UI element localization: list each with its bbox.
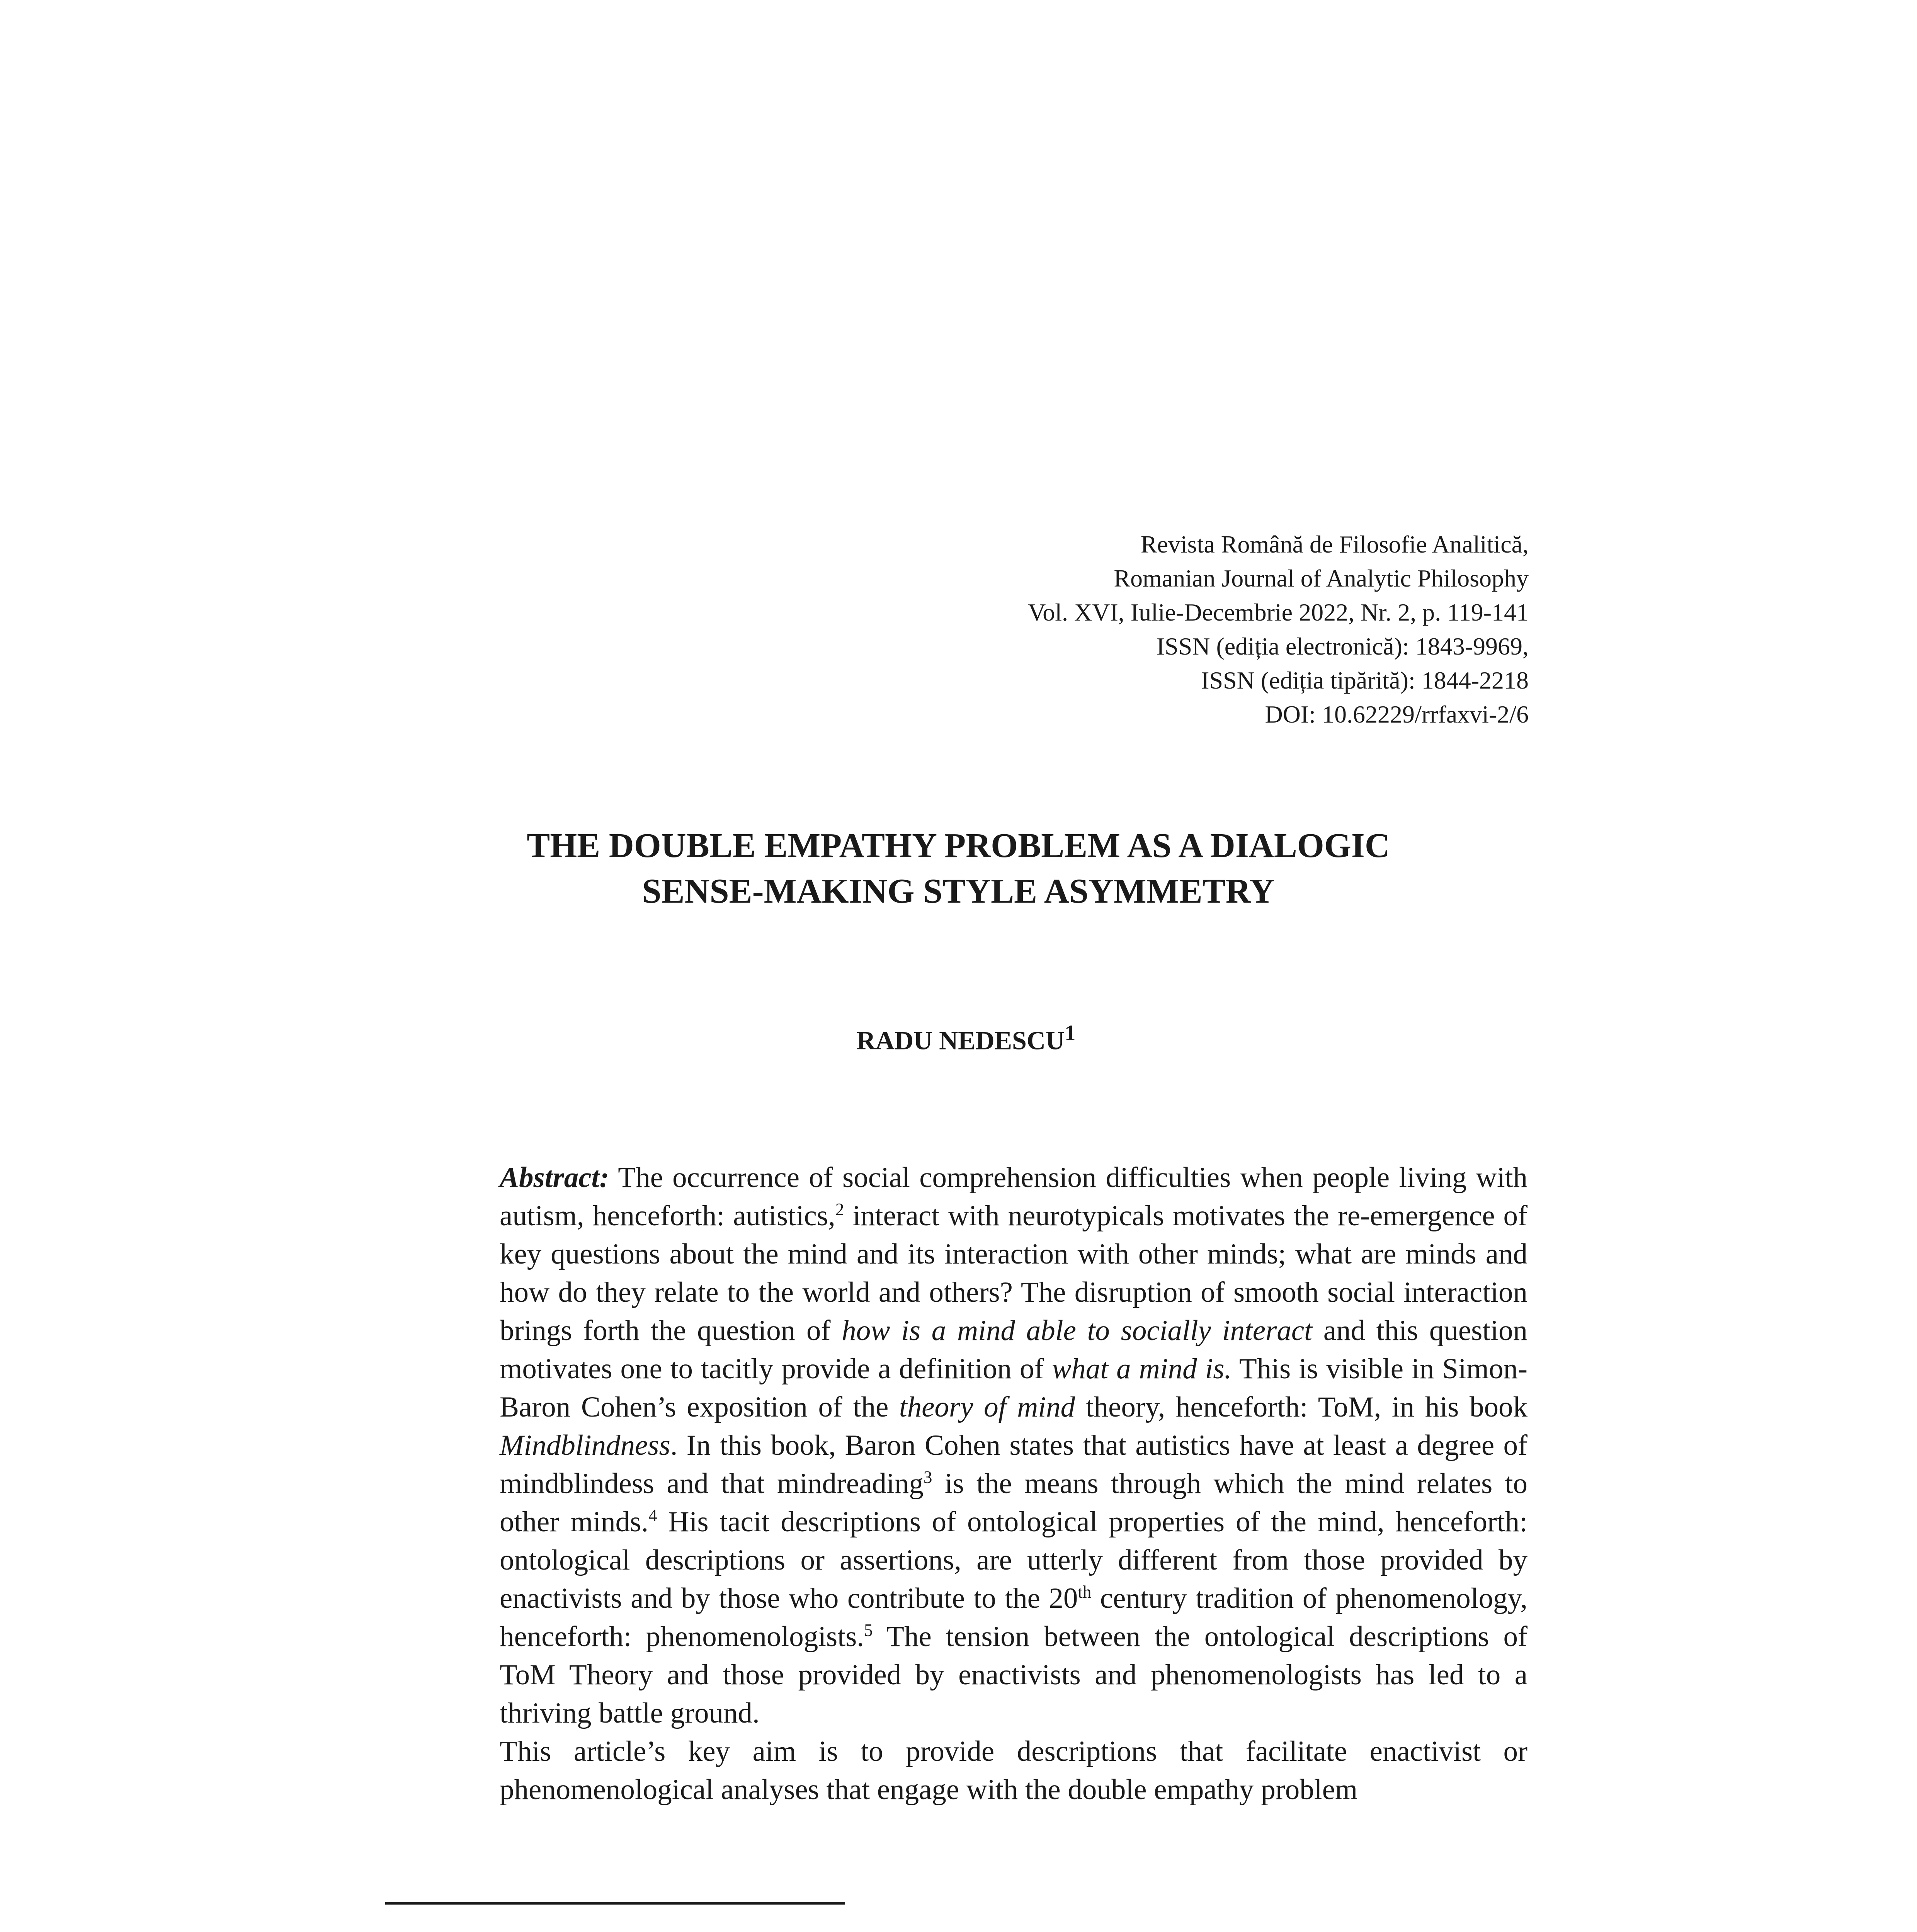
ordinal-suffix: th [1078, 1582, 1092, 1602]
abstract-label: Abstract: [500, 1162, 609, 1194]
footnote-separator [385, 1902, 845, 1905]
title-line-1: THE DOUBLE EMPATHY PROBLEM AS A DIALOGIC [527, 827, 1390, 865]
abstract-paragraph-1 [500, 1158, 1527, 1732]
abstract-italic: what a mind is. [1052, 1353, 1232, 1385]
abstract-italic-book-title: Mindblindness [500, 1429, 670, 1461]
author-name: RADU NEDESCU [856, 1026, 1065, 1055]
abstract-text: His tacit descriptions of ontological properties of the mind, henceforth: ontological descriptions or assertions, are utterly different from those provided by enactivists and by those who contribute to the 20 [500, 1506, 1527, 1614]
header-issn-electronic: ISSN (ediția electronică): 1843-9969, [1156, 633, 1529, 660]
header-doi: DOI: 10.62229/rrfaxvi-2/6 [1265, 701, 1529, 728]
abstract-text: The occurrence of social comprehension difficulties when people living with autism, henceforth: autistics, [500, 1162, 1527, 1232]
abstract-text: century tradition of phenomenology, henceforth: phenomenologists. [500, 1582, 1527, 1653]
abstract-text: The tension between the ontological descriptions of ToM Theory and those provided by enactivists and phenomenologists has led to a thriving battle ground. [500, 1621, 1527, 1729]
header-volume-issue: Vol. XVI, Iulie-Decembrie 2022, Nr. 2, p. 119-141 [1028, 599, 1529, 626]
header-journal-name-en: Romanian Journal of Analytic Philosophy [1114, 565, 1529, 592]
author-byline [831, 1016, 1101, 1058]
article-title [483, 823, 1434, 914]
abstract-text: This is visible in Simon-Baron Cohen’s exposition of the [500, 1353, 1527, 1423]
footnote-ref-5[interactable]: 5 [864, 1621, 873, 1640]
title-line-2: SENSE-MAKING STYLE ASYMMETRY [642, 872, 1275, 910]
abstract-text: is the means through which the mind relates to other minds. [500, 1468, 1527, 1538]
abstract-text: interact with neurotypicals motivates the re-emergence of key questions about the mind and its interaction with other minds; what are minds and how do they relate to the world and others? The disruption of smooth social interaction brings forth the question of [500, 1200, 1527, 1347]
abstract-text: . In this book, Baron Cohen states that autistics have at least a degree of mindblindess and that mindreading [500, 1429, 1527, 1500]
footnote-ref-2[interactable]: 2 [835, 1200, 844, 1219]
abstract-italic: how is a mind able to socially interact [842, 1315, 1312, 1347]
journal-header [794, 527, 1529, 731]
abstract-text: and this question motivates one to tacitly provide a definition of [500, 1315, 1527, 1385]
abstract-italic: theory of mind [899, 1391, 1075, 1423]
header-journal-name-ro: Revista Română de Filosofie Analitică, [1140, 531, 1529, 558]
footnote-ref-3[interactable]: 3 [923, 1468, 932, 1487]
abstract-text: theory, henceforth: ToM, in his book [1075, 1391, 1527, 1423]
footnote-ref-4[interactable]: 4 [648, 1506, 657, 1525]
author-footnote-ref[interactable]: 1 [1065, 1021, 1076, 1045]
abstract-paragraph-2: This article’s key aim is to provide descriptions that facilitate enactivist or phenomenological analyses that engage with the double empathy problem [500, 1735, 1527, 1806]
header-issn-print: ISSN (ediția tipărită): 1844-2218 [1201, 667, 1529, 694]
abstract [500, 1158, 1527, 1809]
